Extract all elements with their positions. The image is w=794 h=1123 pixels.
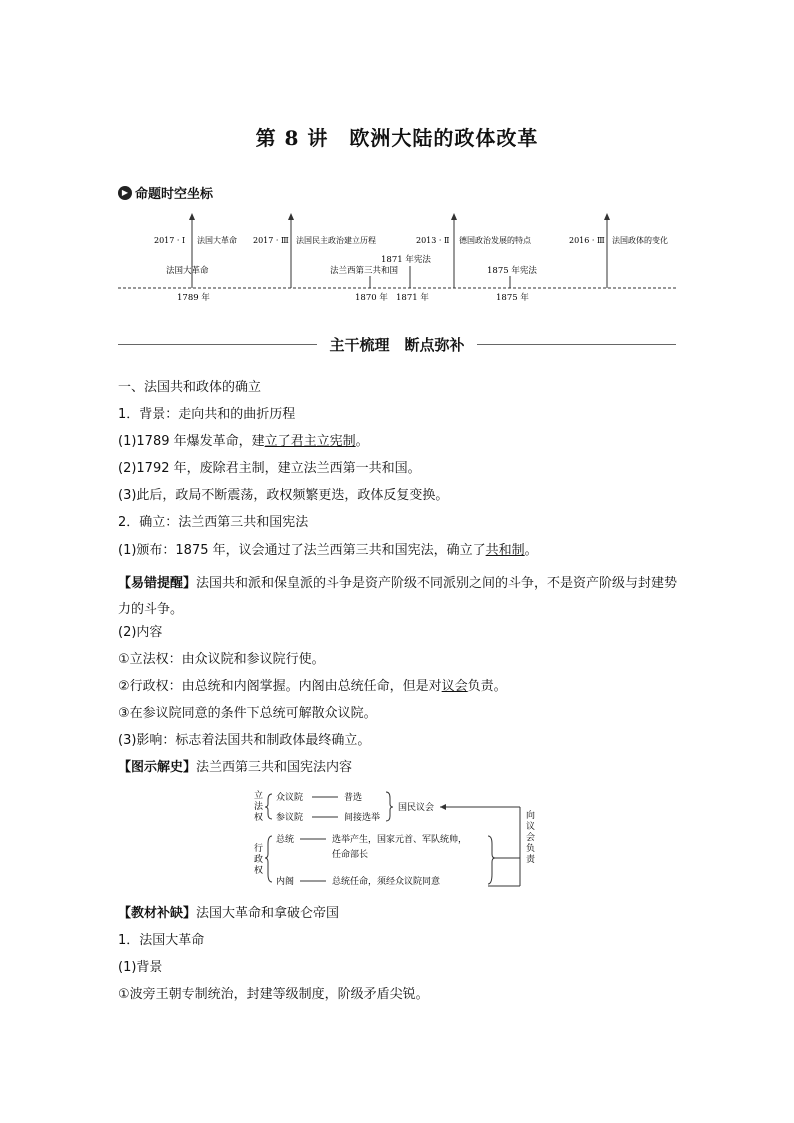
background-title: 1．背景：走向共和的曲折历程 [118,407,296,422]
content-item-2 [118,679,678,695]
section-banner [118,332,676,356]
timeline-event-label: 法国大革命 [166,266,209,276]
diagram-caption [118,760,678,776]
section-heading-label: 命题时空坐标 [135,187,214,202]
supplement-title: 法国大革命和拿破仑帝国 [196,906,340,921]
timeline-tag-year: 2013 · Ⅱ [416,236,450,245]
timeline-tag-year: 2017 · Ⅲ [253,236,289,245]
revolution-item-1: ①波旁王朝专制统治，封建等级制度，阶级矛盾尖锐。 [118,987,429,1002]
diagram-label: 【图示解史】 [118,760,197,775]
legislative-char-2: 法 [254,802,264,812]
timeline-tag-arrow [288,213,294,288]
responsible-char-5: 责 [526,855,536,865]
executive-char-2: 政 [254,855,264,865]
underlined-answer: 共和制 [485,543,525,558]
president-label: 总统 [276,835,295,845]
legislative-char-1: 立 [254,791,264,801]
executive-label [254,842,266,876]
house-label: 众议院 [276,793,304,803]
timeline-tag-year: 2017 · Ⅰ [154,236,186,245]
cabinet-label: 内阁 [276,877,295,887]
timeline-tag-arrow [604,213,610,288]
text-segment: (1)1789 年爆发革命，建 [118,434,265,449]
content-item-3: ③在参议院同意的条件下总统可解散众议院。 [118,706,377,721]
establish-item-1 [118,543,678,559]
section-heading [118,183,213,202]
timeline-tag-arrow [451,213,457,288]
supplement-label: 【教材补缺】 [118,906,197,921]
senate-label: 参议院 [276,813,304,823]
timeline-year: 1870 年 [355,293,388,303]
timeline-year: 1875 年 [496,293,529,303]
legislative-char-3: 权 [254,813,264,823]
underlined-answer: 立了君主立宪制 [264,434,356,449]
legislative-label [254,789,266,823]
revolution-background: (1)背景 [118,960,163,975]
establish-title: 2．确立：法兰西第三共和国宪法 [118,515,309,530]
timeline-year: 1871 年 [396,293,429,303]
text-segment: (1)颁布：1875 年，议会通过了法兰西第三共和国宪法，确立了 [118,543,486,558]
timeline-tag-topic: 德国政治发展的特点 [459,236,531,245]
cabinet-note: 总统任命，须经众议院同意 [332,877,441,887]
timeline-year: 1789 年 [177,293,210,303]
executive-char-3: 权 [254,866,264,876]
responsible-char-2: 议 [526,822,536,832]
text-segment: 负责。 [467,679,507,694]
underlined-answer: 议会 [441,679,468,694]
president-note-2: 任命部长 [332,850,369,860]
responsible-char-1: 向 [526,811,536,821]
background-item-2: (2)1792 年，废除君主制，建立法兰西第一共和国。 [118,461,421,476]
responsible-char-4: 负 [526,844,536,854]
play-icon: ▶ [118,186,132,200]
background-item-1 [118,434,678,450]
executive-char-1: 行 [254,844,264,854]
tip-text: 法国共和派和保皇派的斗争是资产阶级不同派别之间的斗争，不是资产阶级与封建势力的斗争。 [118,576,678,617]
content-title: (2)内容 [118,625,163,640]
heading-1: 一、法国共和政体的确立 [118,380,262,395]
timeline-tag-topic: 法国政体的变化 [612,236,668,245]
background-item-3: (3)此后，政局不断震荡，政权频繁更迭，政体反复变换。 [118,488,449,503]
national-assembly: 国民议会 [398,803,435,813]
text-segment: 。 [524,543,538,558]
tip-label: 【易错提醒】 [118,576,197,591]
constitution-diagram [250,786,550,892]
content-item-1: ①立法权：由众议院和参议院行使。 [118,652,325,667]
banner-title: 主干梳理 断点弥补 [317,336,476,354]
text-segment: 。 [355,434,369,449]
president-note-1: 选举产生，国家元首、军队统帅， [332,835,468,845]
page-title: 第 8 讲 欧洲大陆的政体改革 [255,126,539,150]
timeline-event-label: 1875 年宪法 [487,266,537,276]
impact-item: (3)影响：标志着法国共和制政体最终确立。 [118,733,371,748]
tip-box [118,571,678,623]
responsible-label [526,809,538,865]
timeline [110,210,690,310]
timeline-tag-topic: 法国民主政治建立历程 [296,236,376,245]
house-note: 普选 [344,793,363,803]
senate-note: 间接选举 [344,813,381,823]
diagram-title: 法兰西第三共和国宪法内容 [196,760,353,775]
responsible-char-3: 会 [526,833,536,843]
timeline-tag-year: 2016 · Ⅲ [569,236,605,245]
timeline-tag-topic: 法国大革命 [197,236,237,245]
text-segment: ②行政权：由总统和内阁掌握。内阁由总统任命，但是对 [118,679,442,694]
timeline-event-label: 1871 年宪法 [381,255,431,265]
supplement-caption [118,906,678,922]
revolution-title: 1．法国大革命 [118,933,205,948]
timeline-event-label: 法兰西第三共和国 [330,266,399,276]
